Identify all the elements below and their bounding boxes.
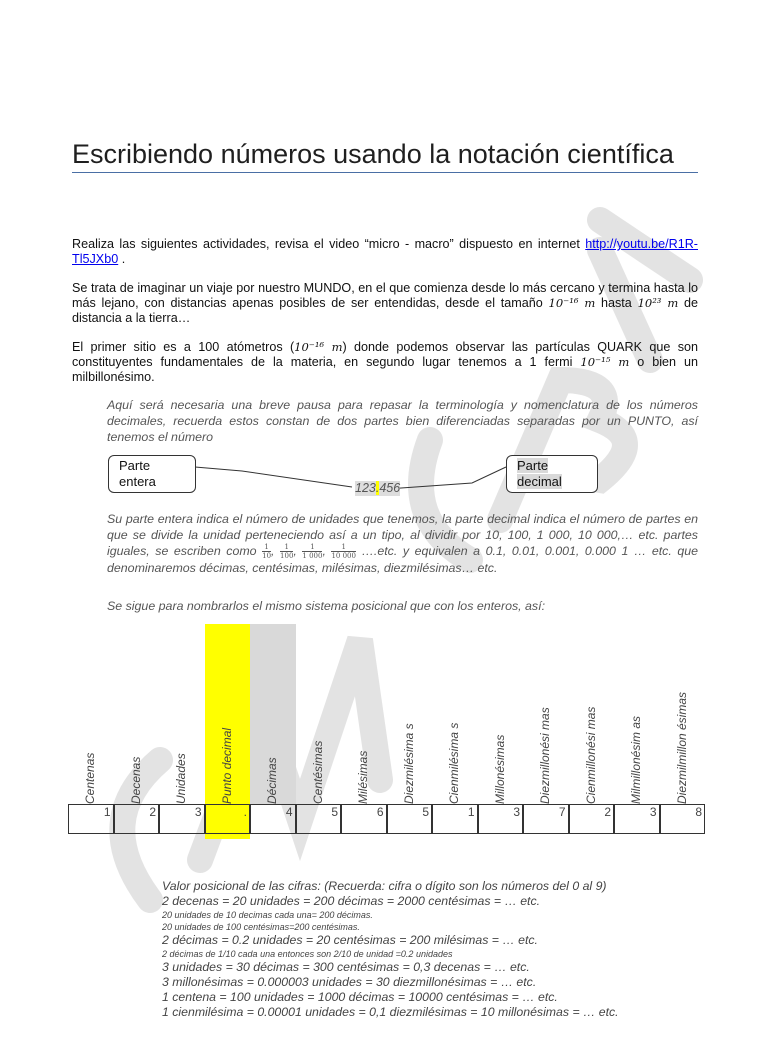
bottom-note: 2 décimas de 1/10 cada una entonces son 2/10 de unidad =0.2 unidades [162,949,453,960]
bottom-line: 3 millonésimas = 0.000003 unidades = 30 diezmillonésimas = … etc. [162,975,537,990]
example-number [355,481,400,496]
intro-text: Aquí será necesaria una breve pausa para repasar la terminología y nomenclatura de los números decimales, recuerda estos constan de dos partes bien diferenciadas separadas por un PUNTO, así tenemos el número [107,398,698,444]
math: 10²³ m [637,296,679,310]
column-header [614,624,660,804]
bottom-line: 1 cienmilésima = 0.00001 unidades = 0,1 diezmilésimas = 10 millonésimas = … etc. [162,1005,619,1020]
den: 1 000 [302,552,323,561]
bottom-line: 1 centena = 100 unidades = 1000 décimas = 10000 centésimas = … etc. [162,990,558,1005]
column-header-label: Decenas [128,756,143,805]
text: . [118,252,126,266]
text: Su parte entera indica el número de unidades que tenemos, la parte decimal indica el número de partes en que se divide la unidad perteneciendo así a un tipo, al dividir por 10, 100, 1 000, 10 000,… etc. partes iguales, se escriben como [107,512,698,558]
text: Realiza las siguientes actividades, revisa el video “micro - macro” dispuesto en internet [72,237,586,251]
column-header-label: Unidades [174,753,189,805]
table-column [387,624,433,839]
table-column [114,624,160,839]
column-header [205,624,251,804]
num: 1 [280,543,293,552]
label: Parte decimal [517,458,562,489]
page-title: Escribiendo números usando la notación científica [72,139,674,169]
column-header-label: Milésimas [356,750,371,805]
column-header [159,624,205,804]
paragraph-journey [72,281,698,326]
column-header [432,624,478,804]
bottom-line: Valor posicional de las cifras: (Recuerda: cifra o dígito son los números del 0 al 9) [162,879,607,894]
column-header [68,624,114,804]
table-column [159,624,205,839]
column-header [387,624,433,804]
math: 10⁻¹⁶ m [294,340,343,354]
fraction [262,543,271,560]
table-column [432,624,478,839]
table-cell: 8 [660,804,706,834]
math: 10⁻¹⁶ m [548,296,596,310]
bottom-note: 20 unidades de 100 centésimas=200 centésimas. [162,922,360,933]
table-column [569,624,615,839]
paragraph-first-site [72,340,698,385]
column-header [660,624,706,804]
column-header-label: Milmillonésim as [629,716,644,805]
fraction [302,543,322,560]
column-header [478,624,524,804]
explain-text: Su parte entera indica el número de unidades que tenemos, la parte decimal indica el número de partes en que se divide la unidad perteneciendo así a un tipo, al dividir por 10, 100, 1 000, 10 000,… etc. partes iguales, se escriben como $\frac{1}{10}$ , $\frac{1}{100}$ , $\frac{1}{1 000}$ , $\frac{1}{10 000}$ ….etc. y equivalen a 0.1, 0.01, 0.001, 0.000 1 … etc. que denominaremos décimas, centésimas, milésimas, diezmilésimas… etc. [107,512,699,576]
num: 1 [302,543,322,552]
fraction [331,543,356,560]
text: Se trata de imaginar un viaje por nuestro MUNDO, en el que comienza desde lo más cercano y termina hasta lo más lejano, con distancias apenas posibles de ser entendidas, desde el tamaño [72,281,698,310]
table-column [478,624,524,839]
dec-part: 456 [379,481,401,495]
column-header-label: Millonésimas [492,734,507,805]
video-link[interactable]: http://youtu.be/R1R-Tl5JXb0 [72,237,698,266]
table-cell: 2 [569,804,615,834]
column-header-label: Diezmilésima s [401,723,416,805]
column-header [341,624,387,804]
fraction [280,543,293,560]
table-cell: 4 [250,804,296,834]
bottom-line: 2 decenas = 20 unidades = 200 décimas = 2000 centésimas = … etc. [162,894,541,909]
table-cell: 3 [478,804,524,834]
callout-parte-entera: Parte entera [108,455,196,493]
text: El primer sitio es a 100 atómetros ( [72,340,295,354]
column-header-label: Diezmillonési mas [538,707,553,805]
table-column [68,624,114,839]
text: hasta [595,296,638,310]
column-header [569,624,615,804]
column-header [114,624,160,804]
num: 1 [331,543,356,552]
table-column [250,624,296,820]
text: ) donde podemos observar las partículas QUARK que son constituyentes fundamentales de la materia, en segundo lugar tenemos a 1 fermi [72,340,699,369]
column-header-label: Punto decimal [219,728,234,805]
num: 1 [262,543,271,552]
paragraph-activities [72,237,698,267]
table-cell: 2 [114,804,160,834]
text: ….etc. y equivalen a 0.1, 0.01, 0.001, 0.000 1 … etc. que denominaremos décimas, centésimas, milésimas, diezmilésimas… etc. [107,544,699,576]
table-cell: 5 [296,804,342,834]
bottom-notes [162,879,698,1020]
math: 10⁻¹⁵ m [580,355,630,369]
column-header-label: Cienmillonési mas [583,706,598,805]
table-column [341,624,387,839]
table-column [660,624,706,839]
den: 10 [262,552,272,561]
table-column [205,624,251,839]
bottom-line: 2 décimas = 0.2 unidades = 20 centésimas = 200 milésimas = … etc. [162,933,538,948]
column-header-label: Cienmilésima s [447,722,462,805]
column-header [523,624,569,804]
text: o bien un milbillonésimo. [72,355,699,384]
table-cell: 6 [341,804,387,834]
point: . [375,481,380,495]
column-header [250,624,296,804]
den: 100 [280,552,294,561]
column-header [296,624,342,804]
callout-area [72,453,698,499]
table-column [296,624,342,839]
table-cell: . [205,804,251,834]
column-header-label: Centésimas [310,740,325,805]
bottom-line: 3 unidades = 30 décimas = 300 centésimas = 0,3 decenas = … etc. [162,960,530,975]
bottom-note: 20 unidades de 10 decimas cada una= 200 décimas. [162,910,373,921]
title-rule [72,172,698,173]
table-cell: 3 [159,804,205,834]
column-header-label: Diezmilmillon ésimas [674,692,689,805]
table-cell: 3 [614,804,660,834]
table-column [523,624,569,839]
table-cell: 1 [68,804,114,834]
table-cell: 5 [387,804,433,834]
int-part: 123 [355,481,376,495]
table-cell: 1 [432,804,478,834]
column-header-label: Décimas [265,757,280,805]
text: de distancia a la tierra… [72,296,698,325]
place-value-table [68,624,702,839]
table-cell: 7 [523,804,569,834]
table-column [614,624,660,839]
positional-intro: Se sigue para nombrarlos el mismo sistema posicional que con los enteros, así: [107,599,546,614]
den: 10 000 [331,552,356,561]
content [72,138,702,1020]
callout-parte-decimal [506,455,598,493]
column-header-label: Centenas [83,752,98,805]
